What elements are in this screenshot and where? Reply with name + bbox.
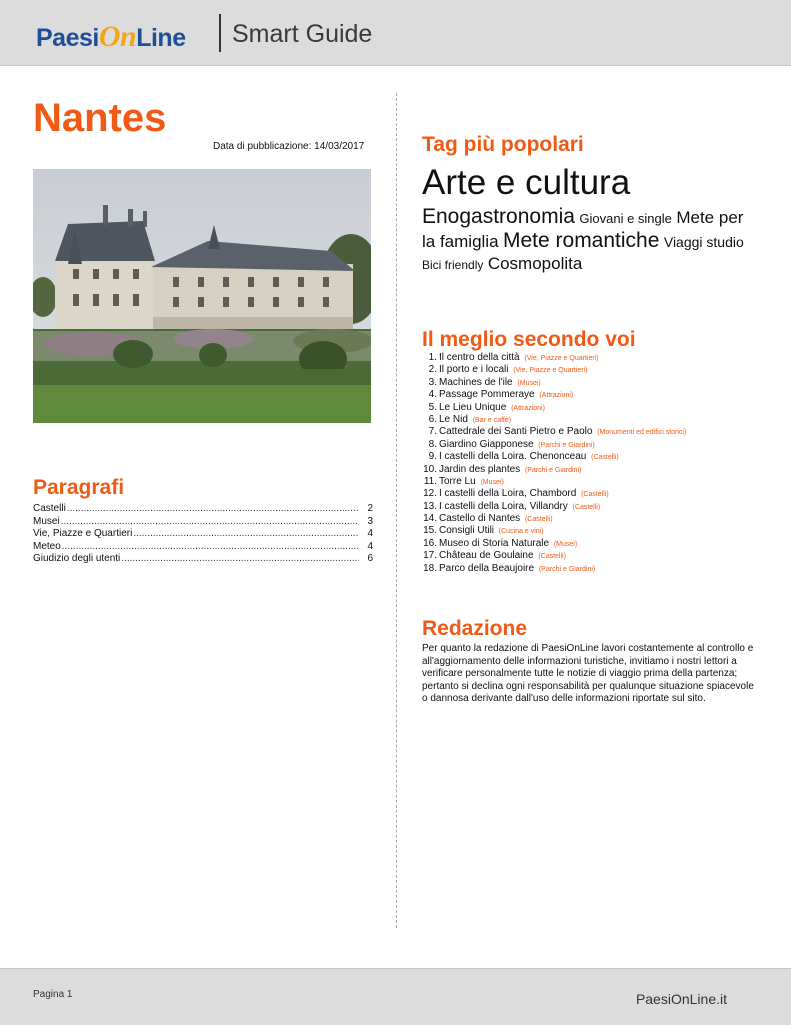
toc-item-page: 4 [367,540,373,552]
best-list-item[interactable] [420,426,686,438]
best-item-category[interactable]: (Parchi e Giardini) [538,565,596,573]
best-list-item[interactable] [420,364,686,376]
page-title: Nantes [33,96,167,140]
best-item-category[interactable]: (Attrazioni) [511,404,545,412]
best-item-category[interactable]: (Musei) [517,379,541,387]
best-item-category[interactable]: (Attrazioni) [539,392,574,400]
best-item-name[interactable]: Cattedrale dei Santi Pietro e Paolo [439,426,593,438]
best-item-category[interactable]: (Castelli) [524,516,553,524]
toc-item-vie-piazze[interactable] [33,528,373,541]
best-item-name[interactable]: I castelli della Loira. Chenonceau [439,451,587,463]
toc-item-label: Castelli [33,503,66,514]
column-divider [396,93,397,928]
best-item-category[interactable]: (Vie, Piazze e Quartieri) [513,367,588,375]
page-number: Pagina 1 [33,989,73,1000]
tag-mete-romantiche[interactable]: Mete romantiche [503,229,660,253]
best-item-name[interactable]: I castelli della Loira, Chambord [439,488,577,500]
best-list-item[interactable] [420,563,686,575]
best-item-category[interactable]: (Musei) [553,540,578,548]
toc-item-page: 4 [367,528,373,539]
best-list-item[interactable] [420,377,686,389]
best-item-name[interactable]: Museo di Storia Naturale [439,537,550,549]
best-item-category[interactable]: (Monumenti ed edifici storici) [597,429,687,437]
tag-arte-cultura[interactable]: Arte e cultura [422,163,631,202]
toc-dots [67,503,359,516]
redazione-text: Per quanto la redazione di PaesiOnLine lavori costantemente al controllo e all'aggiornamento delle informazioni turistiche, invitiamo i nostri lettori a verificare personalmente tutte le notizie di viaggio prima della partenza; pertanto si declina ogni responsabilità per qualunque situazione spiacevole o dannosa derivante dall'uso delle informazioni riportate sul sito. [422,643,754,705]
toc-item-page: 2 [367,503,373,514]
best-item-number: 7. [428,426,437,438]
table-of-contents [33,503,373,566]
best-item-category[interactable]: (Parchi e Giardini) [538,441,595,449]
best-item-number: 9. [428,451,437,463]
toc-item-label: Musei [33,515,60,527]
logo-text-line: Line [136,24,186,52]
best-item-category[interactable]: (Castelli) [591,454,619,462]
tag-viaggi-studio[interactable]: Viaggi studio [663,234,744,251]
best-list-item[interactable] [420,476,686,488]
tag-cloud [422,163,752,274]
best-item-number: 4. [428,389,437,401]
best-list-item[interactable] [420,550,686,562]
best-item-name[interactable]: Passage Pommeraye [439,389,535,401]
best-list-item[interactable] [420,352,686,364]
best-item-number: 13. [423,500,437,512]
best-item-number: 15. [423,525,437,537]
best-item-number: 12. [423,488,437,500]
best-list-item[interactable] [420,414,686,426]
best-item-name[interactable]: Parco della Beaujoire [439,562,535,574]
best-item-name[interactable]: Machines de l'ile [439,376,513,388]
best-item-name[interactable]: Il porto e i locali [439,364,509,376]
page-footer [0,968,791,1025]
best-item-name[interactable]: Castello di Nantes [439,513,521,525]
best-list-item[interactable] [420,389,686,401]
toc-item-label: Giudizio degli utenti [33,553,121,564]
logo-text-on: On [98,20,137,53]
toc-item-meteo[interactable] [33,541,373,554]
tag-enogastronomia[interactable]: Enogastronomia [422,205,575,229]
tag-giovani-single[interactable]: Giovani e single [579,211,672,227]
toc-item-musei[interactable] [33,516,373,529]
header-tagline: Smart Guide [232,20,373,48]
best-item-number: 6. [428,413,437,425]
best-list-item[interactable] [420,501,686,513]
best-list-item[interactable] [420,538,686,550]
site-link[interactable]: PaesiOnLine.it [635,991,727,1007]
best-item-number: 10. [423,463,437,475]
best-heading: Il meglio secondo voi [422,328,636,351]
best-item-number: 8. [428,438,437,450]
best-list [420,352,686,575]
tag-mete-famiglia[interactable]: Mete per la famiglia [422,208,744,252]
toc-dots [121,553,359,566]
toc-dots [61,516,359,529]
best-item-number: 14. [423,513,437,525]
best-item-name[interactable]: Le Nid [439,413,468,425]
best-list-item[interactable] [420,451,686,463]
best-item-name[interactable]: I castelli della Loira, Villandry [439,500,568,512]
best-list-item[interactable] [420,513,686,525]
best-item-number: 18. [423,562,437,574]
header-divider [219,14,221,52]
publication-date: Data di pubblicazione: 14/03/2017 [213,141,365,152]
toc-item-castelli[interactable] [33,503,373,516]
best-item-name[interactable]: Le Lieu Unique [439,401,507,413]
castle-photo [33,169,371,423]
best-list-item[interactable] [420,439,686,451]
page-header [0,0,791,66]
best-item-name[interactable]: Consigli Utili [439,525,495,537]
tag-bici-friendly[interactable]: Bici friendly [422,257,484,272]
best-item-category[interactable]: (Cucina e vini) [498,528,544,536]
best-item-number: 5. [428,401,437,413]
best-item-category[interactable]: (Bar e caffè) [472,416,512,424]
redazione-heading: Redazione [422,617,528,640]
toc-item-label: Vie, Piazze e Quartieri [33,528,133,539]
best-item-name[interactable]: Jardin des plantes [439,463,521,475]
best-item-name[interactable]: Torre Lu [439,475,476,487]
tags-heading: Tag più popolari [422,133,584,156]
best-list-item[interactable] [420,525,686,537]
logo-text-paesi: Paesi [36,24,99,52]
best-item-number: 2. [428,364,437,376]
best-item-number: 3. [428,376,437,388]
best-item-name[interactable]: Château de Goulaine [439,550,534,562]
best-item-category[interactable]: (Musei) [480,478,504,486]
best-item-name[interactable]: Giardino Giapponese [439,438,534,450]
best-item-category[interactable]: (Castelli) [572,503,601,511]
best-item-number: 1. [428,352,437,363]
toc-item-page: 3 [367,515,373,527]
best-list-item[interactable] [420,488,686,500]
paragrafi-heading: Paragrafi [33,476,125,499]
best-item-category[interactable]: (Parchi e Giardini) [524,466,582,474]
best-item-name[interactable]: Il centro della città [439,352,520,363]
best-list-item[interactable] [420,464,686,476]
toc-item-page: 6 [367,553,373,564]
best-item-number: 11. [423,475,437,487]
toc-dots [62,541,359,554]
best-item-number: 17. [423,550,437,562]
best-item-category[interactable]: (Vie, Piazze e Quartieri) [524,355,599,362]
best-item-number: 16. [423,537,437,549]
toc-dots [133,528,359,541]
tag-cosmopolita[interactable]: Cosmopolita [487,253,583,273]
toc-item-label: Meteo [33,540,61,552]
best-list-item[interactable] [420,402,686,414]
best-item-category[interactable]: (Castelli) [581,491,609,499]
toc-item-giudizio[interactable] [33,553,373,566]
best-item-category[interactable]: (Castelli) [538,553,566,561]
